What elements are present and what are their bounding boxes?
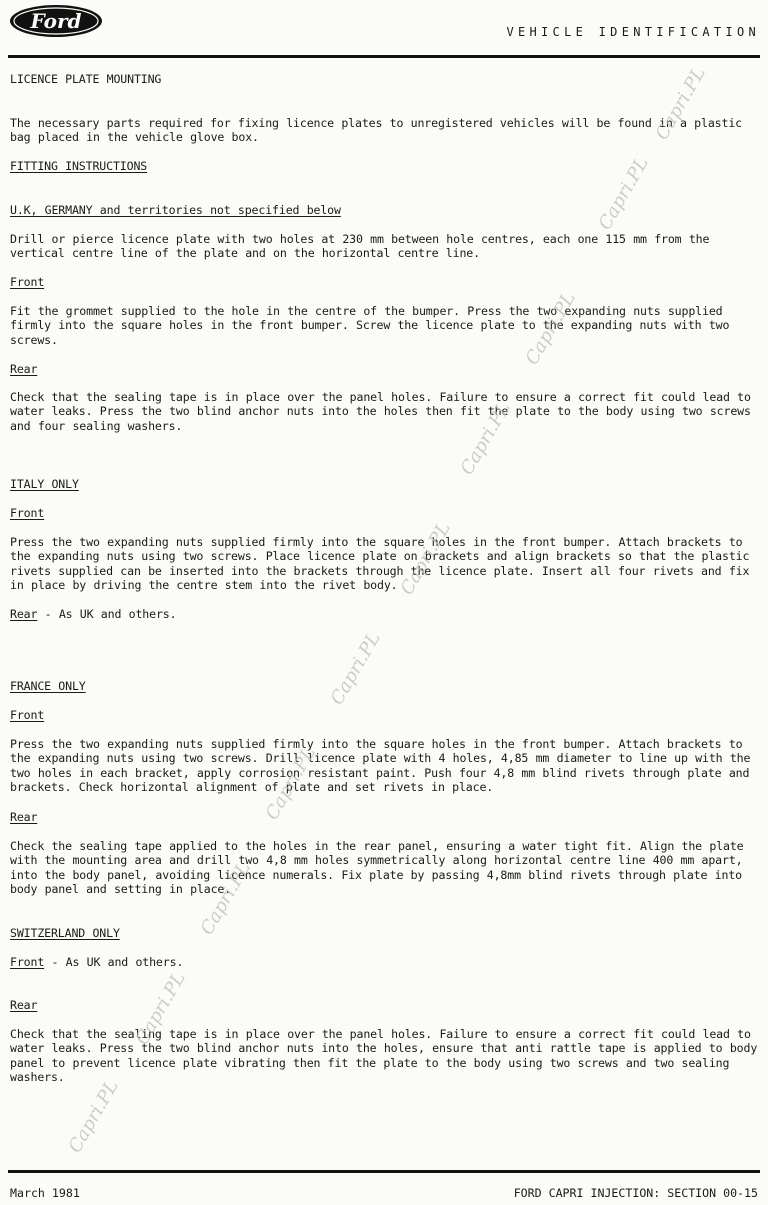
footer-section: FORD CAPRI INJECTION: SECTION 00-15 xyxy=(513,1186,758,1200)
france-front-paragraph: Press the two expanding nuts supplied firmly into the square holes in the front bumper. Attach brackets to the expanding nuts using two screws. Drill licence plate with 4 holes, 4,85 mm diameter to line up with the two holes in each bracket, apply corrosion resistant paint. Push four 4,8 mm blind rivets through plate and brackets. Check horizontal alignment of plate and set rivets in place. xyxy=(10,737,751,795)
watermark: Capri.PL xyxy=(64,1076,123,1157)
ford-logo xyxy=(8,3,104,39)
watermark: Capri.PL xyxy=(594,153,653,234)
heading-france-rear: Rear xyxy=(10,810,38,824)
uk-drill-paragraph: Drill or pierce licence plate with two holes at 230 mm between hole centres, each one 115 mm from the vertical centre line of the plate and on the horizontal centre line. xyxy=(10,232,710,261)
watermark: Capri.PL xyxy=(521,288,580,369)
heading-italy-rear: Rear xyxy=(10,607,38,621)
header-divider xyxy=(8,55,760,58)
watermark: Capri.PL xyxy=(261,743,320,824)
switzerland-rear-paragraph: Check that the sealing tape is in place over the panel holes. Failure to ensure a correct fit could lead to water leaks. Press the two blind anchor nuts into the holes, ensure that anti rattle tape is applied to body panel to prevent licence plate vibrating then fit the plate to the body using two screws and two sealing washers. xyxy=(10,1027,758,1085)
heading-uk-front: Front xyxy=(10,275,45,289)
watermark: Capri.PL xyxy=(396,518,455,599)
heading-switzerland-front: Front xyxy=(10,955,45,969)
heading-licence-plate-mounting: LICENCE PLATE MOUNTING xyxy=(10,72,162,86)
watermark: Capri.PL xyxy=(131,968,190,1049)
italy-rear-text: - As UK and others. xyxy=(37,607,177,621)
watermark: Capri.PL xyxy=(196,858,255,939)
italy-front-paragraph: Press the two expanding nuts supplied firmly into the square holes in the front bumper. Attach brackets to the expanding nuts using two screws. Place licence plate on brackets and align brackets so that the plastic rivets supplied can be inserted into the brackets through the licence plate. Insert all four rivets and fix in place by driving the centre stem into the rivet body. xyxy=(10,535,750,593)
heading-switzerland-only: SWITZERLAND ONLY xyxy=(10,926,120,940)
heading-fitting-instructions: FITTING INSTRUCTIONS xyxy=(10,159,148,173)
heading-uk-germany: U.K, GERMANY and territories not specified below xyxy=(10,203,341,217)
page-header-title: VEHICLE IDENTIFICATION xyxy=(506,25,760,39)
footer-date: March 1981 xyxy=(10,1186,80,1200)
uk-front-paragraph: Fit the grommet supplied to the hole in the centre of the bumper. Press the two expanding nuts supplied firmly into the square holes in the front bumper. Screw the licence plate to the expanding nuts with two screws. xyxy=(10,304,730,347)
logo-text: Ford xyxy=(30,9,82,33)
switzerland-front-text: - As UK and others. xyxy=(44,955,184,969)
heading-france-only: FRANCE ONLY xyxy=(10,679,86,693)
watermark: Capri.PL xyxy=(456,398,515,479)
heading-italy-front: Front xyxy=(10,506,45,520)
watermark: Capri.PL xyxy=(326,628,385,709)
heading-switzerland-rear: Rear xyxy=(10,998,38,1012)
watermark: Capri.PL xyxy=(651,63,710,144)
intro-paragraph: The necessary parts required for fixing licence plates to unregistered vehicles will be found in a plastic bag placed in the vehicle glove box. xyxy=(10,116,742,145)
footer-divider xyxy=(8,1170,760,1173)
uk-rear-paragraph: Check that the sealing tape is in place over the panel holes. Failure to ensure a correct fit could lead to water leaks. Press the two blind anchor nuts into the holes then fit the plate to the body using two screws and four sealing washers. xyxy=(10,390,751,433)
heading-france-front: Front xyxy=(10,708,45,722)
france-rear-paragraph: Check the sealing tape applied to the holes in the rear panel, ensuring a water tight fit. Align the plate with the mounting area and drill two 4,8 mm holes symmetrically along horizontal centre line 400 mm apart, into the body panel, avoiding licence numerals. Fix plate by passing 4,8mm blind rivets through plate into body panel and setting in place. xyxy=(10,839,744,897)
heading-uk-rear: Rear xyxy=(10,362,38,376)
heading-italy-only: ITALY ONLY xyxy=(10,477,79,491)
